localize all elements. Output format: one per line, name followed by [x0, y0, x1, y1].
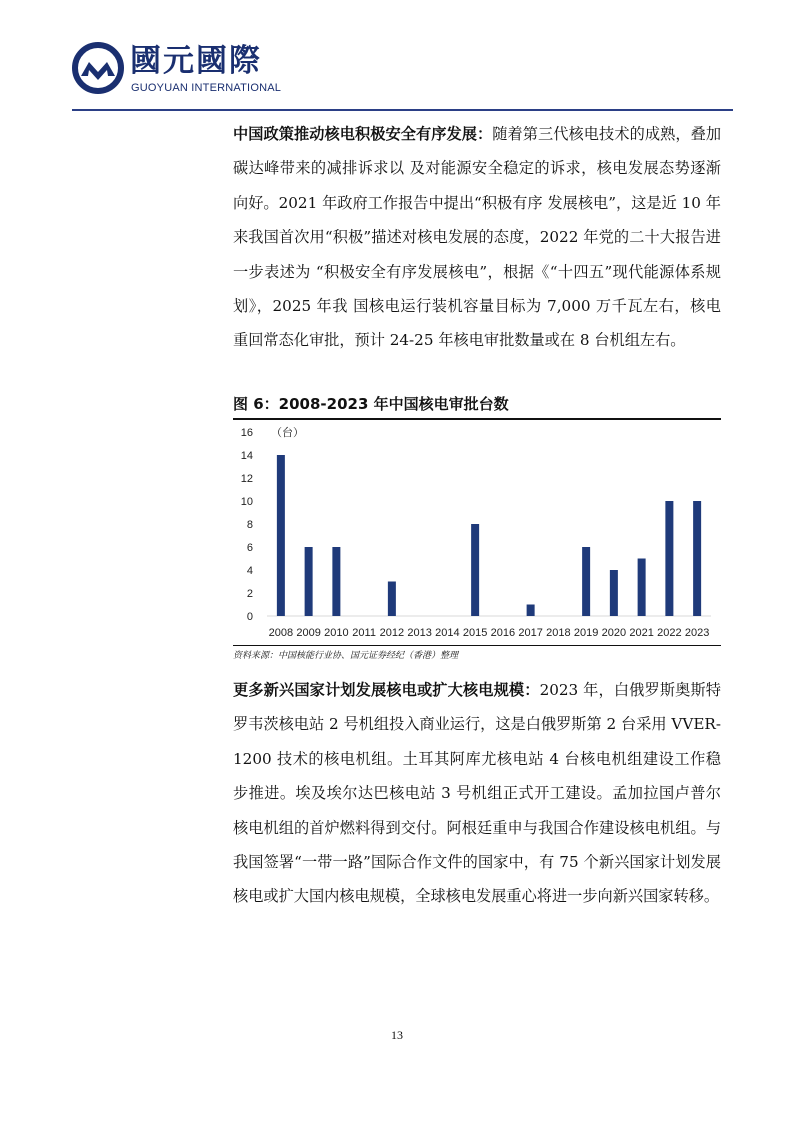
- x-tick-label: 2019: [573, 627, 599, 639]
- bar-2023: [693, 501, 701, 616]
- y-tick-label: 6: [246, 542, 253, 554]
- y-tick-label: 14: [240, 450, 253, 462]
- bar-2021: [638, 559, 646, 617]
- paragraph-body: 2023 年，白俄罗斯奥斯特罗韦茨核电站 2 号机组投入商业运行，这是白俄罗斯第 2 台采用 VVER-1200 技术的核电机组。土耳其阿库尤核电站 4 台核电机组建设工作稳步推进。埃及埃尔达巴核电站 3 号机组正式开工建设。孟加拉国卢普尔核电机组的首炉燃料得到交付。阿根廷重申与我国合作建设核电机组。与我国签署“一带一路”国际合作文件的国家中，有 75 个新兴国家计划发展核电或扩大国内核电规模，全球核电发展重心将进一步向新兴国家转移。: [233, 681, 721, 906]
- logo-english-name: GUOYUAN INTERNATIONAL: [131, 82, 282, 94]
- bar-2012: [388, 582, 396, 617]
- bar-2008: [277, 455, 285, 616]
- x-tick-label: 2021: [629, 627, 654, 639]
- x-tick-label: 2018: [546, 627, 571, 639]
- x-tick-label: 2015: [462, 627, 488, 639]
- x-tick-label: 2023: [684, 627, 710, 639]
- paragraph-heading: 中国政策推动核电积极安全有序发展：: [233, 125, 493, 143]
- y-tick-label: 0: [246, 611, 253, 623]
- y-tick-label: 12: [240, 473, 253, 485]
- y-tick-label: 4: [246, 565, 253, 577]
- y-unit-label: （台）: [271, 426, 304, 439]
- y-tick-label: 10: [240, 496, 253, 508]
- x-tick-label: 2017: [518, 627, 543, 639]
- x-tick-label: 2014: [435, 627, 460, 639]
- paragraph-emerging-countries: [233, 673, 721, 914]
- x-tick-label: 2022: [657, 627, 682, 639]
- guoyuan-logo-icon: [72, 42, 124, 94]
- y-tick-label: 8: [246, 519, 253, 531]
- paragraph-china-policy: [233, 117, 721, 358]
- x-tick-label: 2011: [352, 627, 376, 639]
- x-tick-label: 2009: [296, 627, 321, 639]
- bar-2020: [610, 570, 618, 616]
- paragraph-body: 随着第三代核电技术的成熟，叠加碳达峰带来的减排诉求以 及对能源安全稳定的诉求，核电发展态势逐渐向好。2021 年政府工作报告中提出“积极有序 发展核电”，这是近 10 年来我国首次用“积极”描述对核电发展的态度，2022 年党的二十大报告进一步表述为 “积极安全有序发展核电”，根据《“十四五”现代能源体系规划》，2025 年我 国核电运行装机容量目标为 7,000 万千瓦左右，核电重回常态化审批，预计 24-25 年核电审批数量或在 8 台机组左右。: [233, 125, 722, 350]
- x-tick-label: 2012: [379, 627, 405, 639]
- header-divider: [72, 109, 733, 111]
- approvals-bar-chart: [233, 420, 721, 644]
- figure-source-note: 资料来源：中国核能行业协、国元证券经纪（香港）整理: [233, 651, 459, 661]
- figure-bottom-rule: [233, 645, 721, 646]
- page-header: [0, 0, 794, 112]
- bar-2015: [471, 524, 479, 616]
- x-tick-label: 2016: [490, 627, 516, 639]
- logo-chinese-name: 國元國際: [130, 43, 262, 79]
- figure-title: 图 6：2008-2023 年中国核电审批台数: [233, 395, 509, 413]
- bar-2019: [582, 547, 590, 616]
- y-tick-label: 16: [240, 427, 253, 439]
- x-tick-label: 2010: [324, 627, 349, 639]
- bar-2017: [527, 605, 535, 617]
- page-number: 13: [391, 1028, 403, 1042]
- x-tick-label: 2013: [407, 627, 432, 639]
- x-tick-label: 2008: [268, 627, 294, 639]
- bar-2009: [305, 547, 313, 616]
- bar-2022: [665, 501, 673, 616]
- x-tick-label: 2020: [601, 627, 627, 639]
- paragraph-heading: 更多新兴国家计划发展核电或扩大核电规模：: [233, 681, 540, 699]
- bar-2010: [332, 547, 340, 616]
- y-tick-label: 2: [246, 588, 253, 600]
